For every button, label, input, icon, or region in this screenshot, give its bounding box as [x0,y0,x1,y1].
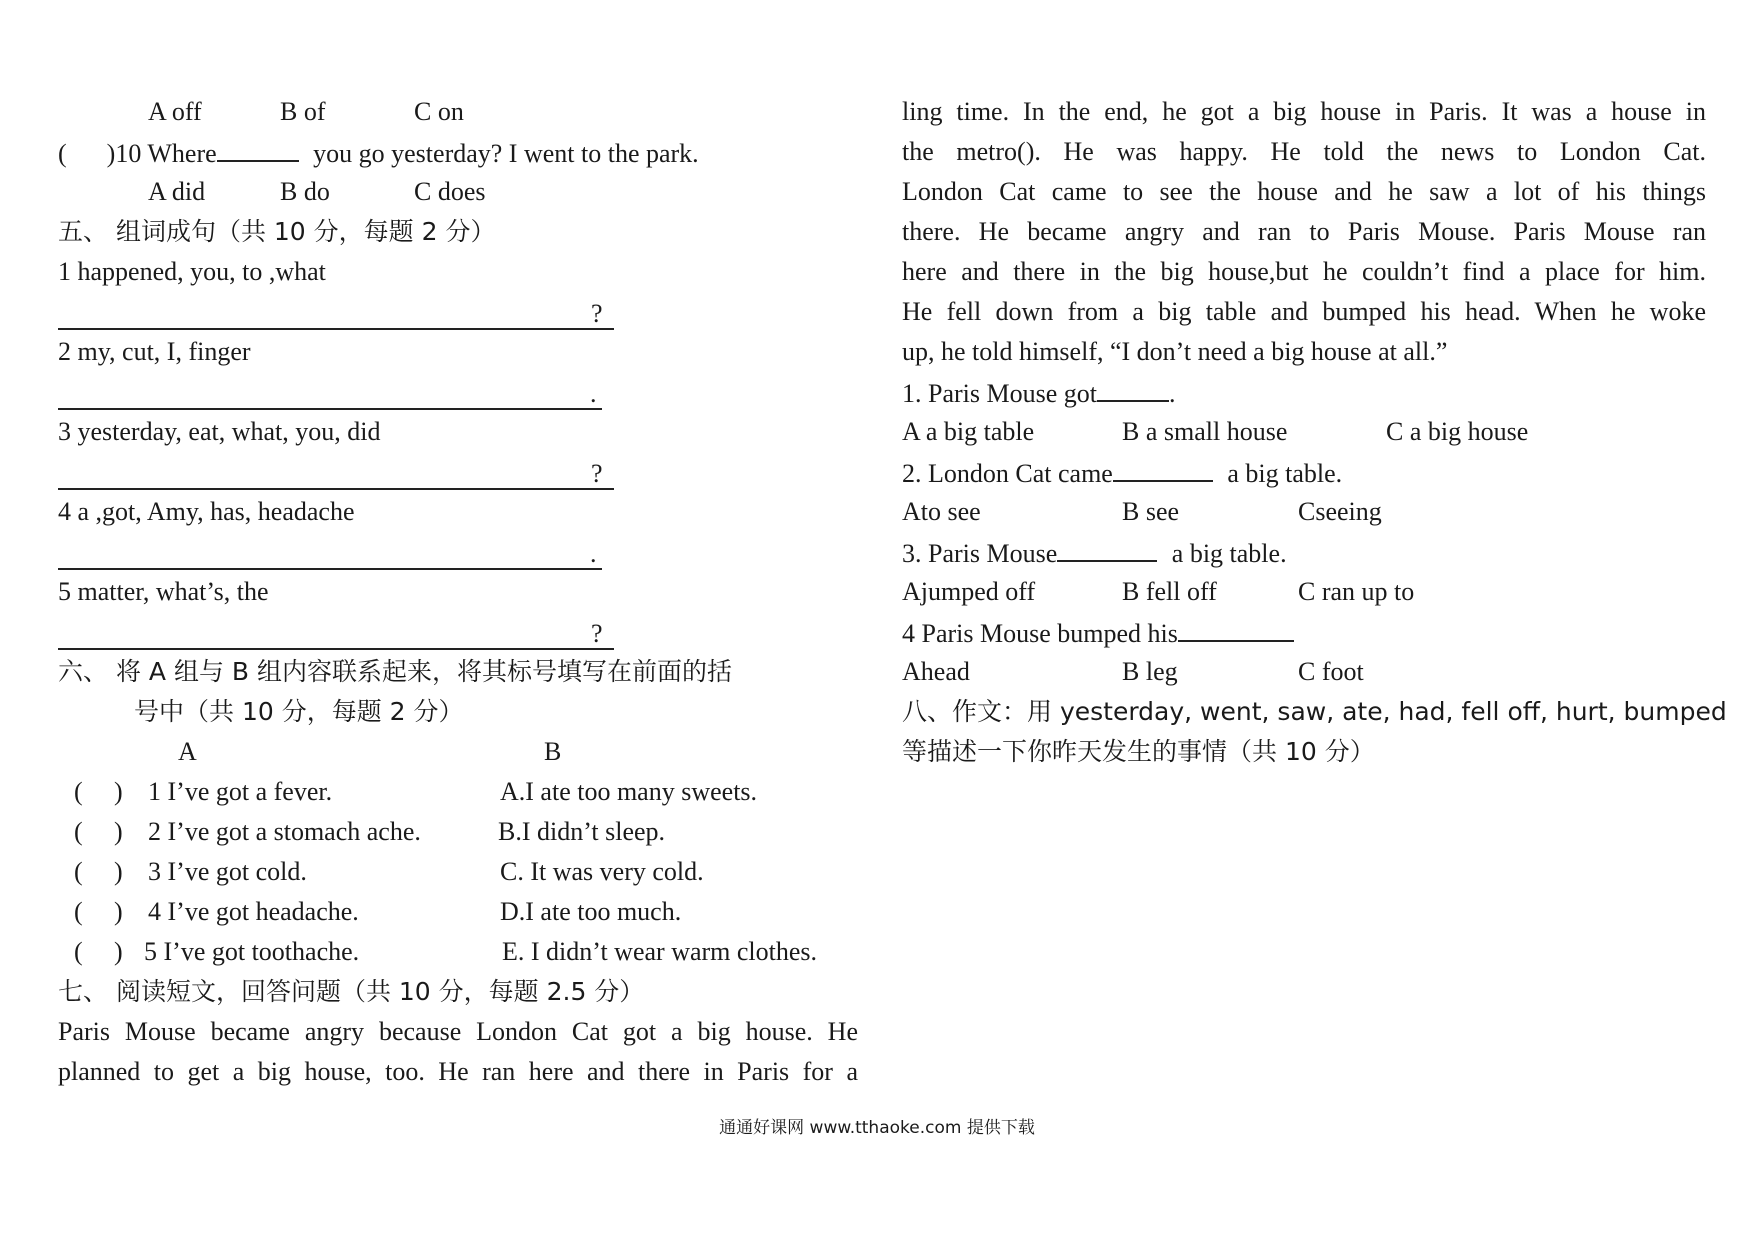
s7-q4-option-a: Ahead [902,657,970,686]
s6-row-b: E. I didn’t wear warm clothes. [502,937,818,966]
s7-q3-stem: 3. Paris Mouse [902,539,1058,568]
q10-rest: you go yesterday? I went to the park. [313,139,699,168]
q10-option-c: C does [414,177,486,206]
s7-q3-blank [1057,532,1157,562]
q10-blank [217,132,299,162]
q10-paren: ( [58,139,67,168]
answer-underline [58,328,614,330]
s6-row-a: 1 I’ve got a fever. [148,777,333,806]
s6-row-b: D.I ate too much. [500,897,682,926]
s7-q4-blank [1178,612,1294,642]
s5-end-3: ? [591,459,603,488]
passage-line-left-2: planned to get a big house, too. He ran here and there in Paris for a [58,1057,858,1086]
s7-question-4 [902,612,1706,652]
section8-title-2: 等描述一下你昨天发生的事情（共 10 分） [902,737,1375,766]
s7-q1-stem: 1. Paris Mouse got [902,379,1097,408]
s6-column-headers [58,732,858,772]
s6-row-b: C. It was very cold. [500,857,704,886]
s6-col-a-header: A [178,737,197,766]
s7-q3-option-c: C ran up to [1298,577,1415,606]
s7-q1-option-b: B a small house [1122,417,1288,446]
s7-q3-option-a: Ajumped off [902,577,1036,606]
s6-row-paren-open: ( [74,817,83,846]
s6-col-b-header: B [544,737,562,766]
s5-end-1: ? [591,299,603,328]
s7-q4-option-b: B leg [1122,657,1178,686]
s6-row-paren-open: ( [74,857,83,886]
s5-end-5: ? [591,619,603,648]
s7-q3-option-b: B fell off [1122,577,1217,606]
section6-title-2: 号中（共 10 分，每题 2 分） [134,697,464,726]
s5-item-3: 3 yesterday, eat, what, you, did [58,417,381,446]
s7-q2-option-b: B see [1122,497,1180,526]
s6-row-5 [58,932,858,972]
s5-item-2: 2 my, cut, I, finger [58,337,251,366]
s5-item-4: 4 a ,got, Amy, has, headache [58,497,355,526]
s7-q4-option-c: C foot [1298,657,1364,686]
s7-q2-stem: 2. London Cat came [902,459,1113,488]
left-column [58,92,858,1092]
q10-option-a: A did [148,177,206,206]
s7-question-3 [902,532,1706,572]
q9-options [58,92,858,132]
s5-answer-line-3 [58,452,858,492]
s7-question-1 [902,372,1706,412]
s6-row-a: 5 I’ve got toothache. [144,937,360,966]
s7-q3-after: a big table. [1171,539,1287,568]
passage-line-right-5: here and there in the big house,but he couldn’t find a place for him. [902,257,1706,286]
s7-question-2 [902,452,1706,492]
passage-line-right-1: ling time. In the end, he got a big house in Paris. It was a house in [902,97,1706,126]
section5-title: 五、 组词成句（共 10 分，每题 2 分） [58,217,496,246]
passage-line-right-7: up, he told himself, “I don’t need a big house at all.” [902,337,1448,366]
right-column [902,92,1727,772]
q9-option-c: C on [414,97,464,126]
s5-end-4: . [590,539,597,568]
s6-row-paren-open: ( [74,897,83,926]
s7-q1-option-c: C a big house [1386,417,1529,446]
s6-row-4 [58,892,858,932]
s6-row-paren-close: ) [114,817,123,846]
s7-q1-option-a: A a big table [902,417,1035,446]
s5-answer-line-5 [58,612,858,652]
s5-answer-line-1 [58,292,858,332]
s6-row-paren-close: ) [114,897,123,926]
s5-answer-line-4 [58,532,858,572]
q10-stem [58,132,858,172]
s7-q3-options [902,572,1706,612]
q10-options [58,172,858,212]
s7-q4-stem: 4 Paris Mouse bumped his [902,619,1178,648]
s7-q2-options [902,492,1706,532]
s6-row-b: B.I didn’t sleep. [498,817,666,846]
q10-number: )10 Where [106,139,217,168]
s5-item-1: 1 happened, you, to ,what [58,257,326,286]
s6-row-a: 2 I’ve got a stomach ache. [148,817,421,846]
answer-underline [58,648,614,650]
s6-row-a: 3 I’ve got cold. [148,857,307,886]
q9-option-b: B of [280,97,326,126]
s7-q1-blank [1097,372,1169,402]
s7-q4-options [902,652,1706,692]
s6-row-2 [58,812,858,852]
passage-line-right-2: the metro(). He was happy. He told the news to London Cat. [902,137,1706,166]
s7-q1-after: . [1169,379,1176,408]
section8-title-1: 八、作文：用 yesterday, went, saw, ate, had, fell off, hurt, bumped [902,697,1727,726]
answer-underline [58,408,602,410]
s6-row-paren-open: ( [74,937,83,966]
q10-option-b: B do [280,177,330,206]
passage-line-right-4: there. He became angry and ran to Paris Mouse. Paris Mouse ran [902,217,1706,246]
s5-answer-line-2 [58,372,858,412]
passage-line-left-1: Paris Mouse became angry because London Cat got a big house. He [58,1017,858,1046]
s7-q2-option-c: Cseeing [1298,497,1382,526]
s6-row-paren-close: ) [114,777,123,806]
s5-item-5: 5 matter, what’s, the [58,577,269,606]
s6-row-3 [58,852,858,892]
s6-row-paren-open: ( [74,777,83,806]
q9-option-a: A off [148,97,202,126]
passage-line-right-3: London Cat came to see the house and he saw a lot of his things [902,177,1706,206]
page-footer: 通通好课网 www.tthaoke.com 提供下载 [719,1118,1035,1138]
s7-q2-after: a big table. [1227,459,1343,488]
s7-q1-options [902,412,1706,452]
s6-row-1 [58,772,858,812]
s7-q2-blank [1113,452,1213,482]
s5-end-2: . [590,379,597,408]
section6-title-1: 六、 将 A 组与 B 组内容联系起来，将其标号填写在前面的括 [58,657,732,686]
s6-row-a: 4 I’ve got headache. [148,897,359,926]
passage-line-right-6: He fell down from a big table and bumped his head. When he woke [902,297,1706,326]
s6-row-paren-close: ) [114,857,123,886]
s6-row-paren-close: ) [114,937,123,966]
answer-underline [58,568,602,570]
s7-q2-option-a: Ato see [902,497,981,526]
s6-row-b: A.I ate too many sweets. [500,777,758,806]
section7-title: 七、 阅读短文，回答问题（共 10 分，每题 2.5 分） [58,977,645,1006]
answer-underline [58,488,614,490]
